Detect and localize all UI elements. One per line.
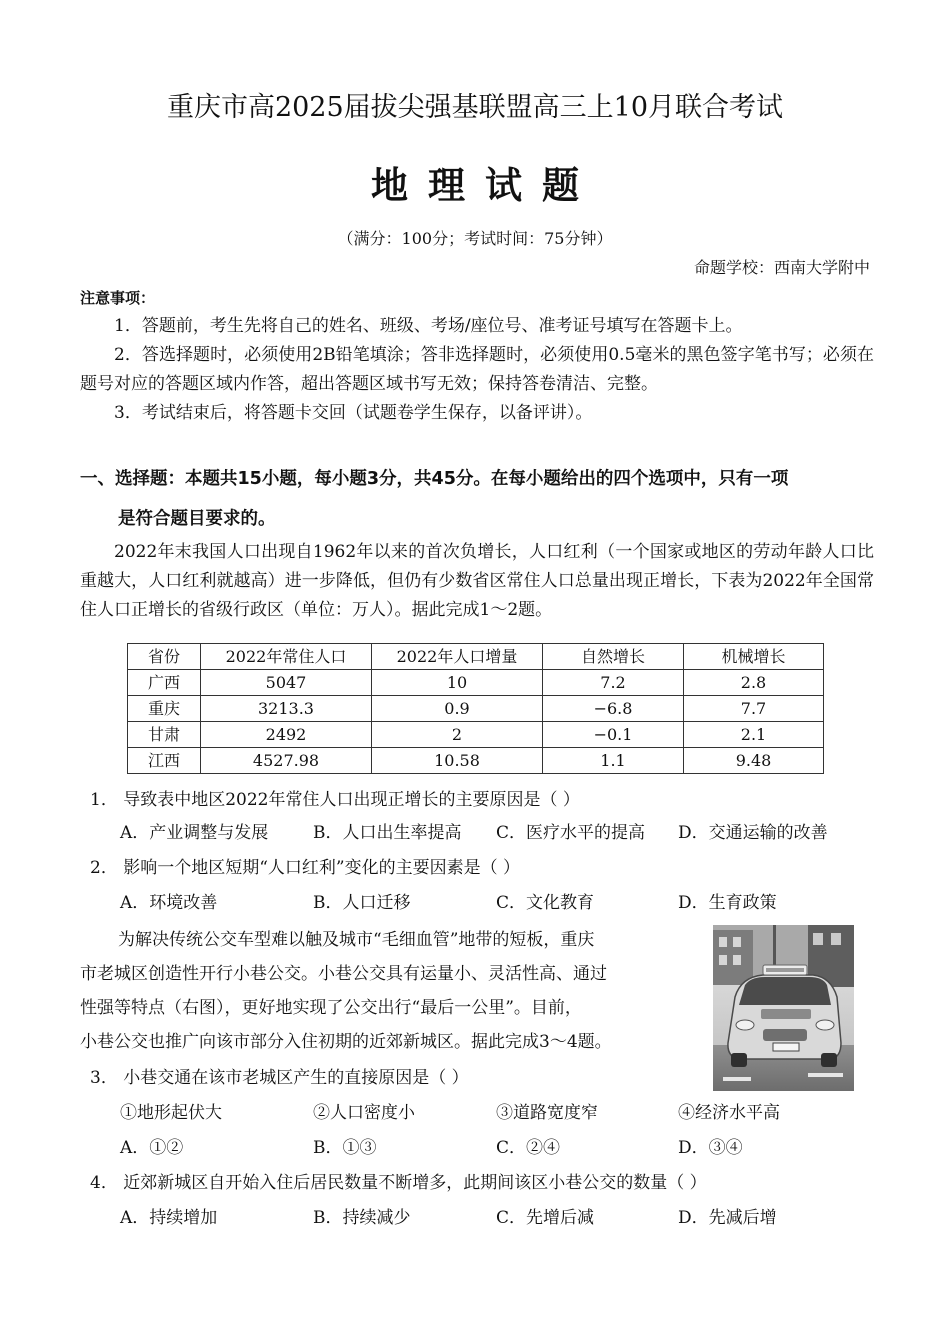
table-header: 2022年人口增量 [372, 644, 543, 670]
passage-bus-line-3: 性强等特点（右图），更好地实现了公交出行“最后一公里”。目前， [80, 998, 582, 1018]
question-2-option-b[interactable]: B．人口迁移 [313, 893, 411, 913]
question-2-option-c[interactable]: C．文化教育 [496, 893, 595, 913]
question-3-choice-4: ④经济水平高 [678, 1103, 780, 1123]
table-cell: 7.2 [543, 670, 684, 696]
table-cell: 3213.3 [201, 696, 372, 722]
question-1-option-c[interactable]: C．医疗水平的提高 [496, 823, 646, 843]
table-cell: 2.8 [684, 670, 824, 696]
table-cell: 重庆 [128, 696, 201, 722]
table-header-row [128, 644, 824, 670]
table-cell: 甘肃 [128, 722, 201, 748]
question-4-option-a[interactable]: A．持续增加 [120, 1208, 218, 1228]
table-cell: 2 [372, 722, 543, 748]
question-3-choice-3: ③道路宽度窄 [496, 1103, 598, 1123]
table-cell: 10.58 [372, 748, 543, 774]
table-cell: −6.8 [543, 696, 684, 722]
table-cell: 江西 [128, 748, 201, 774]
question-4-option-b[interactable]: B．持续减少 [313, 1208, 411, 1228]
question-2-option-d[interactable]: D．生育政策 [678, 893, 777, 913]
question-2-stem: 2． 影响一个地区短期“人口红利”变化的主要因素是（ ） [90, 858, 521, 878]
section-heading-line1: 一、选择题：本题共15小题，每小题3分，共45分。在每小题给出的四个选项中，只有一项 [80, 469, 789, 489]
question-3-stem: 3． 小巷交通在该市老城区产生的直接原因是（ ） [90, 1068, 469, 1088]
table-cell: 4527.98 [201, 748, 372, 774]
passage-bus-line-1: 为解决传统公交车型难以触及城市“毛细血管”地带的短板，重庆 [118, 930, 595, 950]
school-line: 命题学校：西南大学附中 [693, 258, 870, 277]
table-cell: 7.7 [684, 696, 824, 722]
notice-item-2: 2．答选择题时，必须使用2B铅笔填涂；答非选择题时，必须使用0.5毫米的黑色签字笔书写；必须在题号对应的答题区域内作答，超出答题区域书写无效；保持答卷清洁、完整。 [80, 345, 874, 394]
passage-population: 2022年末我国人口出现自1962年以来的首次负增长，人口红利（一个国家或地区的劳动年龄人口比重越大，人口红利就越高）进一步降低，但仍有少数省区常住人口总量出现正增长，下表为2022年全国常住人口正增长的省级行政区（单位：万人）。据此完成1～2题。 [80, 542, 874, 620]
question-2-option-a[interactable]: A．环境改善 [120, 893, 218, 913]
table-cell: 2492 [201, 722, 372, 748]
passage-bus-line-4: 小巷公交也推广向该市部分入住初期的近郊新城区。据此完成3～4题。 [80, 1032, 612, 1052]
table-cell: −0.1 [543, 722, 684, 748]
exam-info: （满分：100分；考试时间：75分钟） [337, 229, 613, 248]
notice-item-3: 3．考试结束后，将答题卡交回（试题卷学生保存，以备评讲）。 [114, 403, 593, 423]
population-table [127, 643, 824, 774]
minibus-photo-graphic [713, 925, 854, 1091]
question-4-option-d[interactable]: D．先减后增 [678, 1208, 777, 1228]
exam-title: 重庆市高2025届拔尖强基联盟高三上10月联合考试 [166, 92, 784, 123]
table-header: 省份 [128, 644, 201, 670]
subject-title: 地理试题 [371, 163, 599, 207]
table-row [128, 696, 824, 722]
notice-heading: 注意事项： [80, 289, 156, 307]
question-1-option-d[interactable]: D．交通运输的改善 [678, 823, 828, 843]
question-4-stem: 4． 近郊新城区自开始入住后居民数量不断增多，此期间该区小巷公交的数量（ ） [90, 1173, 707, 1193]
question-1-option-b[interactable]: B．人口出生率提高 [313, 823, 462, 843]
table-row [128, 748, 824, 774]
question-3-choice-1: ①地形起伏大 [120, 1103, 222, 1123]
table-header: 自然增长 [543, 644, 684, 670]
notice-item-1: 1．答题前，考生先将自己的姓名、班级、考场/座位号、准考证号填写在答题卡上。 [114, 316, 743, 336]
table-header: 机械增长 [684, 644, 824, 670]
table-row [128, 670, 824, 696]
section-heading-line2: 是符合题目要求的。 [118, 509, 276, 529]
alley-bus-photo [713, 925, 854, 1091]
question-3-choice-2: ②人口密度小 [313, 1103, 415, 1123]
table-cell: 0.9 [372, 696, 543, 722]
passage-bus-line-2: 市老城区创造性开行小巷公交。小巷公交具有运量小、灵活性高、通过 [80, 964, 607, 984]
question-3-option-a[interactable]: A．①② [120, 1138, 184, 1158]
table-cell: 广西 [128, 670, 201, 696]
table-cell: 9.48 [684, 748, 824, 774]
table-cell: 5047 [201, 670, 372, 696]
table-cell: 10 [372, 670, 543, 696]
question-3-option-d[interactable]: D．③④ [678, 1138, 743, 1158]
table-cell: 2.1 [684, 722, 824, 748]
table-cell: 1.1 [543, 748, 684, 774]
table-header: 2022年常住人口 [201, 644, 372, 670]
question-1-stem: 1． 导致表中地区2022年常住人口出现正增长的主要原因是（ ） [90, 790, 580, 810]
question-3-option-c[interactable]: C．②④ [496, 1138, 561, 1158]
question-3-option-b[interactable]: B．①③ [313, 1138, 377, 1158]
question-1-option-a[interactable]: A．产业调整与发展 [120, 823, 269, 843]
table-row [128, 722, 824, 748]
question-4-option-c[interactable]: C．先增后减 [496, 1208, 595, 1228]
